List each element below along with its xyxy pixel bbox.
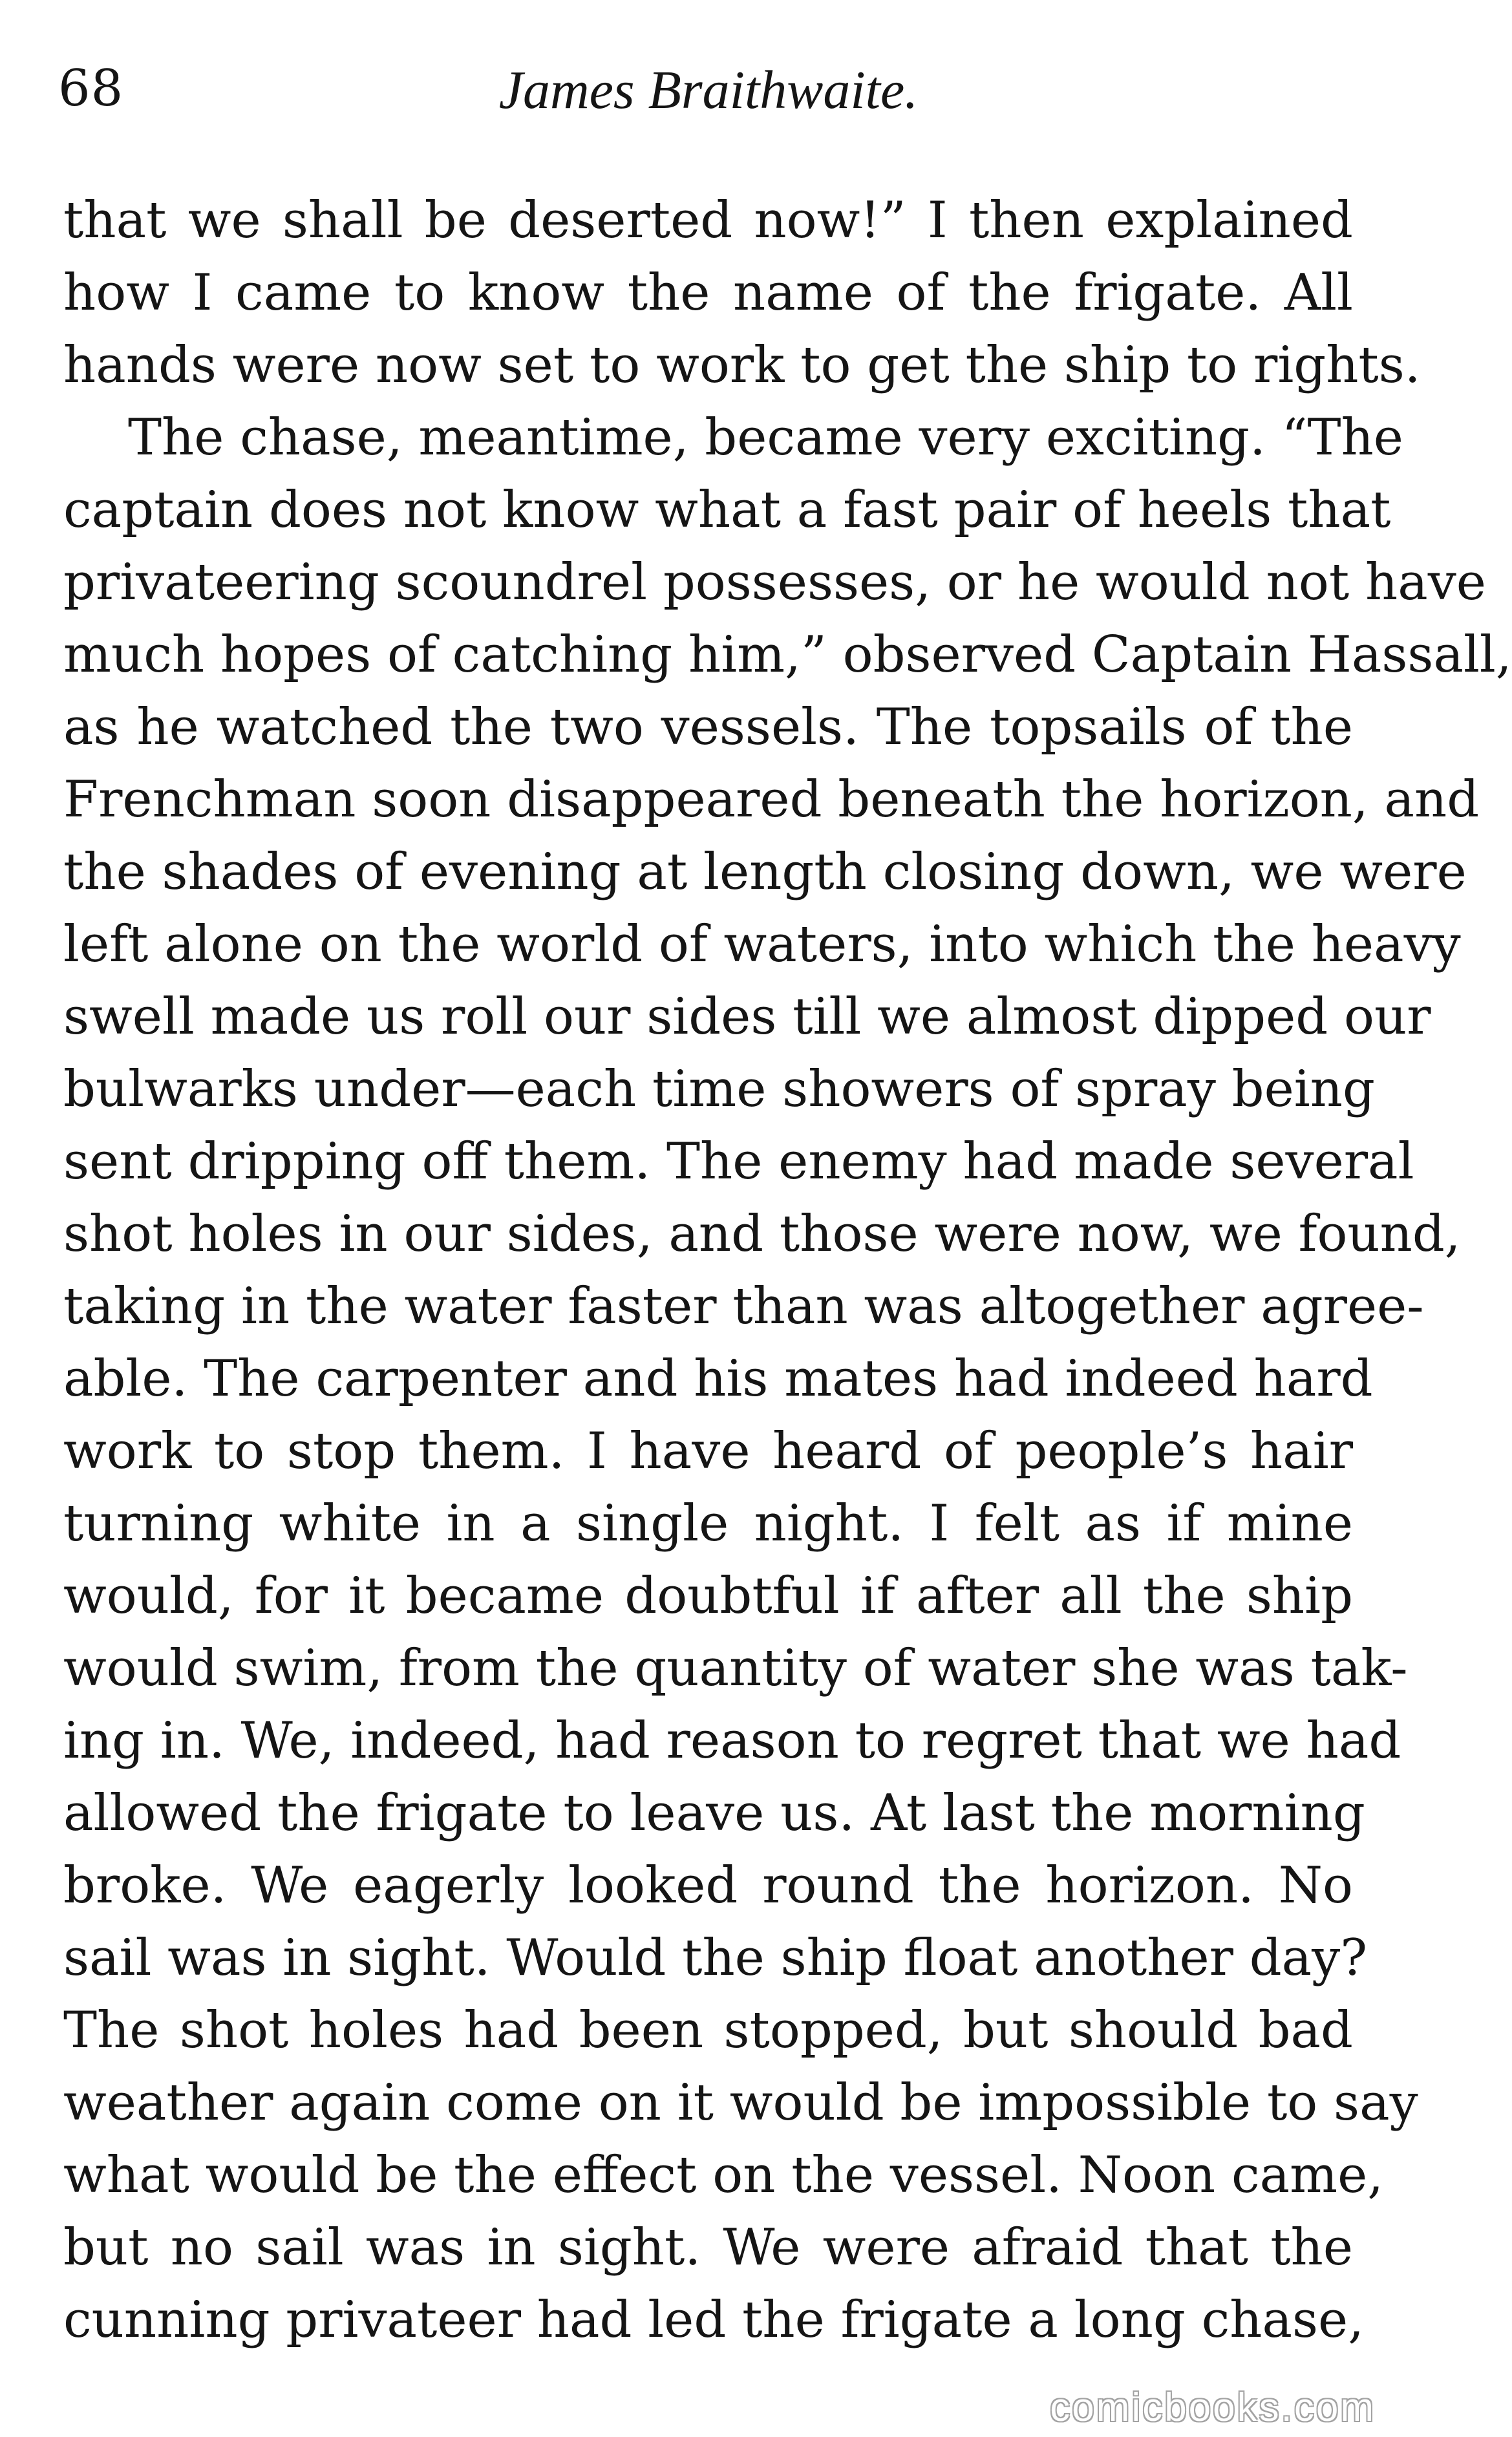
text-line: work to stop them. I have heard of people’s hair — [63, 1422, 1353, 1480]
text-line: taking in the water faster than was altogether agree- — [63, 1277, 1424, 1336]
text-line: left alone on the world of waters, into which the heavy — [63, 915, 1461, 974]
body-text — [63, 184, 1512, 2356]
text-line: weather again come on it would be impossible to say — [63, 2074, 1418, 2132]
text-line: sent dripping off them. The enemy had made several — [63, 1133, 1414, 1191]
text-line: broke. We eagerly looked round the horizon. No — [63, 1857, 1353, 1915]
text-line: much hopes of catching him,” observed Captain Hassall, — [63, 626, 1512, 684]
text-line: allowed the frigate to leave us. At last the morning — [63, 1784, 1365, 1842]
text-line: shot holes in our sides, and those were now, we found, — [63, 1205, 1461, 1263]
text-line: sail was in sight. Would the ship float another day? — [63, 1929, 1368, 1987]
text-line: would swim, from the quantity of water she was tak- — [63, 1639, 1408, 1697]
page-number: 68 — [58, 59, 124, 118]
text-line: turning white in a single night. I felt as if mine — [63, 1495, 1353, 1553]
page-header — [58, 59, 1359, 134]
text-line: as he watched the two vessels. The topsails of the — [63, 698, 1353, 756]
text-line: able. The carpenter and his mates had indeed hard — [63, 1350, 1373, 1408]
text-line: hands were now set to work to get the ship to rights. — [63, 336, 1421, 394]
text-line: captain does not know what a fast pair of heels that — [63, 481, 1391, 539]
text-line: but no sail was in sight. We were afraid that the — [63, 2219, 1353, 2277]
text-line-paragraph-start: The chase, meantime, became very exciting. “The — [128, 409, 1403, 467]
text-line: bulwarks under—each time showers of spray being — [63, 1060, 1375, 1118]
text-line: that we shall be deserted now!” I then explained — [63, 191, 1353, 250]
text-line: Frenchman soon disappeared beneath the horizon, and — [63, 771, 1480, 829]
watermark: comicbooks.com — [1050, 2385, 1376, 2430]
text-line: cunning privateer had led the frigate a long chase, — [63, 2291, 1365, 2349]
text-line: The shot holes had been stopped, but should bad — [63, 2001, 1353, 2059]
text-line: ing in. We, indeed, had reason to regret that we had — [63, 1712, 1401, 1770]
running-title: James Braithwaite. — [498, 60, 919, 120]
text-line: the shades of evening at length closing down, we were — [63, 843, 1467, 901]
text-line: how I came to know the name of the frigate. All — [63, 264, 1353, 322]
text-line: swell made us roll our sides till we almost dipped our — [63, 988, 1431, 1046]
text-line: would, for it became doubtful if after all the ship — [63, 1567, 1353, 1625]
text-line: privateering scoundrel possesses, or he would not have — [63, 553, 1486, 612]
text-line: what would be the effect on the vessel. Noon came, — [63, 2146, 1384, 2204]
